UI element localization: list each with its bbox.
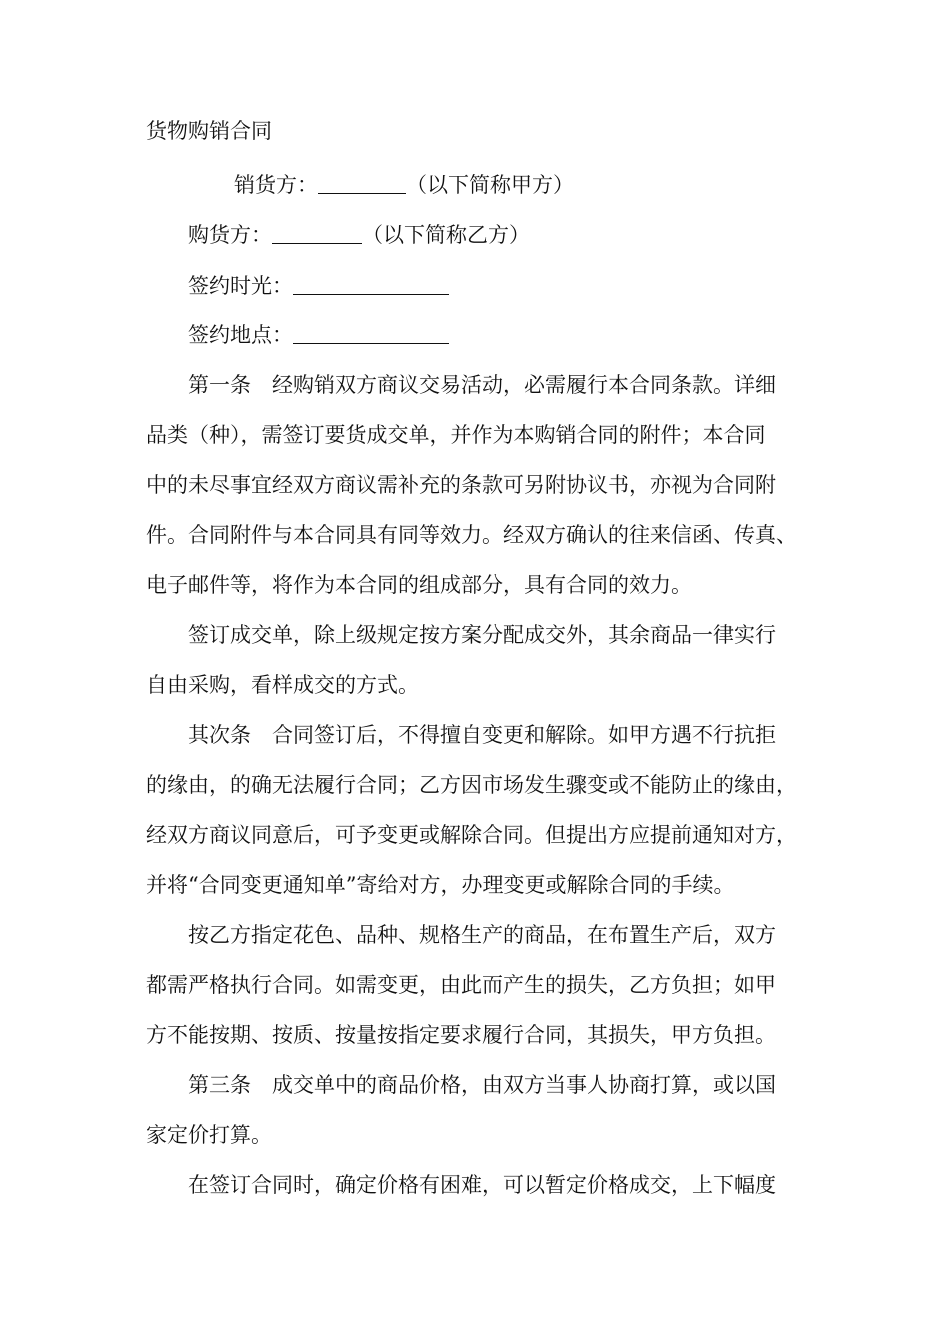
sign-time-label: 签约时光： [188, 274, 293, 298]
body-line: 第三条 成交单中的商品价格，由双方当事人协商打算，或以国 [188, 1073, 776, 1097]
body-line: 签订成交单，除上级规定按方案分配成交外，其余商品一律实行 [188, 623, 776, 647]
buyer-label: 购货方： [188, 223, 272, 247]
body-line: 中的未尽事宜经双方商议需补充的条款可另附协议书，亦视为合同附 [146, 473, 776, 497]
sign-time-blank [293, 274, 449, 295]
buyer-line [188, 220, 530, 250]
body-line: 经双方商议同意后，可予变更或解除合同。但提出方应提前通知对方， [146, 823, 797, 847]
body-line: 电子邮件等，将作为本合同的组成部分，具有合同的效力。 [146, 573, 692, 597]
body-line: 都需严格执行合同。如需变更，由此而产生的损失，乙方负担；如甲 [146, 973, 776, 997]
seller-label: 销货方： [234, 173, 318, 197]
seller-line [234, 170, 574, 200]
sign-place-line [188, 320, 449, 350]
seller-blank [318, 173, 406, 194]
sign-time-line [188, 271, 449, 301]
body-line: 品类（种），需签订要货成交单，并作为本购销合同的附件；本合同 [146, 423, 766, 447]
sign-place-label: 签约地点： [188, 323, 293, 347]
seller-note: （以下简称甲方） [406, 173, 574, 197]
body-line: 第一条 经购销双方商议交易活动，必需履行本合同条款。详细 [188, 373, 776, 397]
sign-place-blank [293, 323, 449, 344]
body-line: 按乙方指定花色、品种、规格生产的商品，在布置生产后，双方 [188, 923, 776, 947]
buyer-blank [272, 223, 362, 244]
body-line: 其次条 合同签订后，不得擅自变更和解除。如甲方遇不行抗拒 [188, 723, 776, 747]
body-line: 家定价打算。 [146, 1123, 272, 1147]
document-title: 货物购销合同 [146, 119, 272, 143]
body-line: 件。合同附件与本合同具有同等效力。经双方确认的往来信函、传真、 [146, 523, 797, 547]
body-line: 方不能按期、按质、按量按指定要求履行合同，其损失，甲方负担。 [146, 1023, 776, 1047]
body-line: 并将“合同变更通知单”寄给对方，办理变更或解除合同的手续。 [146, 873, 735, 897]
body-line: 自由采购，看样成交的方式。 [146, 673, 419, 697]
buyer-note: （以下简称乙方） [362, 223, 530, 247]
body-line: 的缘由，的确无法履行合同；乙方因市场发生骤变或不能防止的缘由， [146, 773, 797, 797]
body-line: 在签订合同时，确定价格有困难，可以暂定价格成交，上下幅度 [188, 1173, 776, 1197]
